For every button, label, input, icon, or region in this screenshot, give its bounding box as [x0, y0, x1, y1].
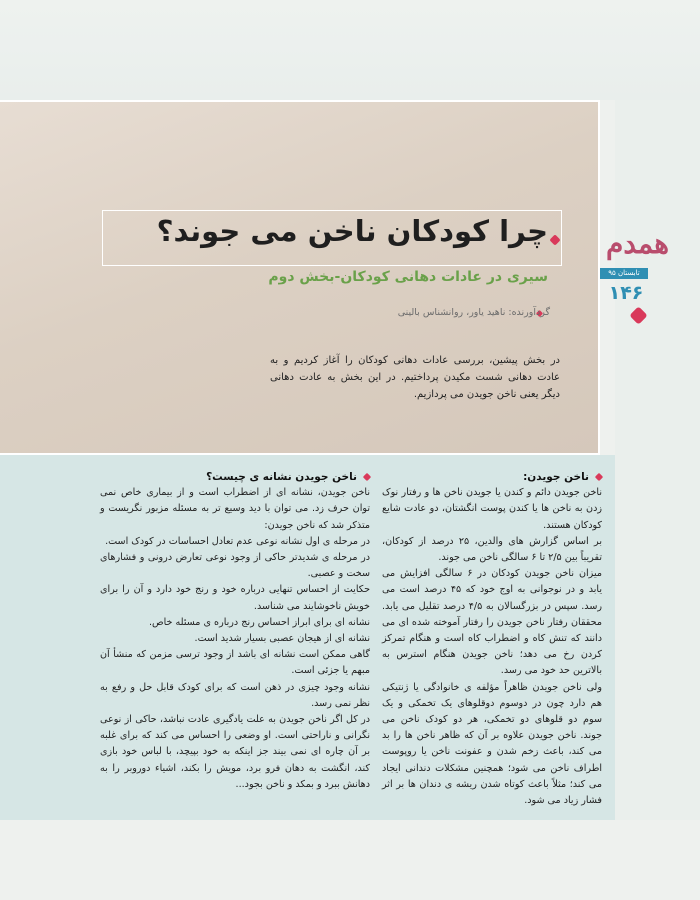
issue-date: تابستان ۹۵ — [600, 268, 648, 279]
paragraph: در مرحله ی اول نشانه نوعی عدم تعادل احساسات در کودک است. — [105, 535, 370, 547]
heading-heart-icon — [595, 473, 603, 481]
article-subtitle: سیری در عادات دهانی کودکان-بخش دوم — [268, 269, 548, 285]
paragraph: نشانه ای از هیجان عصبی بسیار شدید است. — [194, 633, 370, 645]
page-number: ۱۴۶ — [608, 282, 644, 304]
left-column — [100, 469, 370, 793]
paragraph: در کل اگر ناخن جویدن به علت یادگیری عادت نباشد، حاکی از نوعی نگرانی و ناراحتی است. او وضعی را احساس می کند که برای غلبه بر آن چاره ای نمی بیند جز اینکه به خود بپیچد، با لباس خود بازی کند، انگشت به دهان فرو برد، مویش را بکند، اشیاء دوروبر را به دهانش ببرد و بمکد و ناخن بجود... — [100, 714, 370, 790]
article-author: گردآورنده: ناهید یاور، روانشناس بالینی — [397, 307, 550, 318]
paragraph: ولی ناخن جویدن ظاهراً مؤلفه ی خانوادگی یا ژنتیکی هم دارد چون در دوسوم دوقلوهای یک تخمکی و یک سوم دو قلوهای دو تخمکی، هر دو کودک ناخن می جوند. ناخن جویدن علاوه بر آن که ظاهر ناخن ها را بد می کند، باعث زخم شدن و عفونت ناخن یا روپوست اطراف ناخن می شود؛ همچنین مشکلات دندانی ایجاد می کند؛ مثلاً باعث کوتاه شدن ریشه ی دندان ها بر اثر فشار زیاد می شود. — [382, 681, 602, 807]
paragraph: نشانه وجود چیزی در ذهن است که برای کودک قابل حل و رفع به نظر نمی رسد. — [100, 681, 370, 709]
right-column-heading: ناخن جویدن: — [382, 469, 602, 485]
magazine-logo: همدم — [606, 227, 669, 260]
page-background-top — [0, 0, 700, 100]
margin-strip — [615, 100, 700, 820]
left-column-heading: ناخن جویدن نشانه ی چیست؟ — [100, 469, 370, 485]
paragraph: نشانه ای برای ابراز احساس رنج درباره ی مسئله خاص. — [148, 616, 370, 628]
paragraph: ناخن جویدن دائم و کندن یا جویدن ناخن ها و رفتار نوک زدن به ناخن ها یا کندن پوست انگشتان، دو عادت شایع کودکان هستند. — [382, 487, 602, 531]
paragraph: بر اساس گزارش های والدین، ۲۵ درصد از کودکان، تقریباً بین ۲/۵ تا ۶ سالگی ناخن می جوند. — [382, 535, 602, 564]
page-background-bottom — [0, 820, 700, 900]
right-column — [382, 469, 602, 809]
paragraph: حکایت از احساس تنهایی درباره خود و رنج خود دارد و آن را برای خویش ناخوشایند می شناسد. — [100, 584, 370, 612]
heading-heart-icon — [363, 473, 371, 481]
article-intro: در بخش پیشین، بررسی عادات دهانی کودکان را آغاز کردیم و به عادت دهانی شست مکیدن پرداختیم. در این بخش به عادت دهانی دیگر یعنی ناخن جویدن می پردازیم. — [270, 355, 560, 400]
paragraph: میزان ناخن جویدن کودکان در ۶ سالگی افزایش می یابد و در نوجوانی به اوج خود که ۴۵ درصد است می رسد. سپس در بزرگسالان به ۴/۵ درصد تقلیل می یابد. محققان رفتار ناخن جویدن را رفتار آموخته شده ای می دانند که تنش کاه و اضطراب کاه است و هنگام تمرکز کردن رخ می دهد؛ ناخن جویدن هنگام استرس به بالاترین حد خود می رسد. — [382, 568, 602, 677]
paragraph: ناخن جویدن، نشانه ای از اضطراب است و از بیماری خاص نمی توان حرف زد. می توان با دید وسیع تر به مسئله مزبور نگریست و متذکر شد که ناخن جویدن: — [100, 487, 370, 531]
paragraph: گاهی ممکن است نشانه ای باشد از وجود ترسی مزمن که منشأ آن مبهم یا جزئی است. — [100, 649, 370, 677]
paragraph: در مرحله ی شدیدتر حاکی از وجود نوعی تعارض درونی و فشارهای سخت و عصبی. — [100, 552, 370, 580]
article-title: چرا کودکان ناخن می جوند؟ — [156, 214, 548, 248]
